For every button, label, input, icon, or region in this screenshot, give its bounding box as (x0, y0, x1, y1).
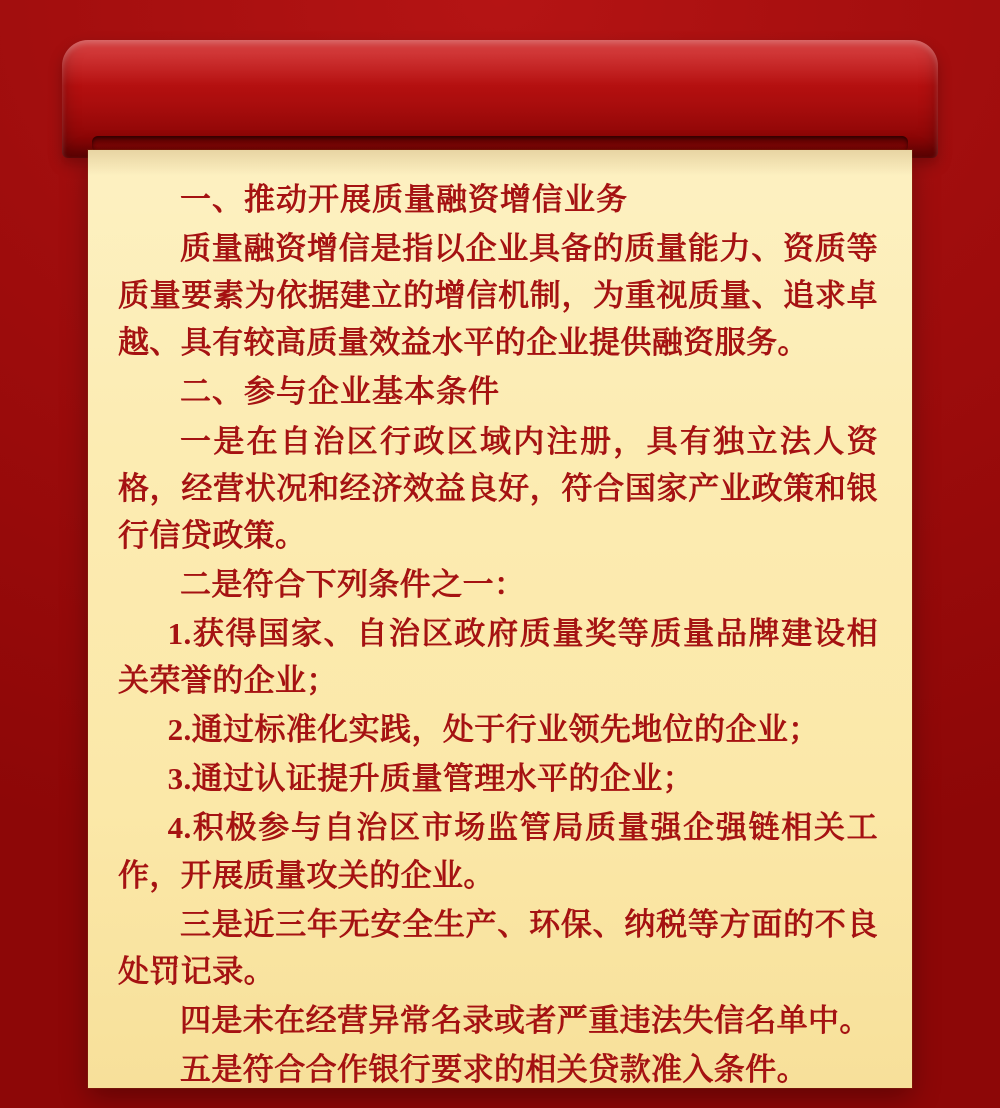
paragraph: 质量融资增信是指以企业具备的质量能力、资质等质量要素为依据建立的增信机制，为重视质量、追求卓越、具有较高质量效益水平的企业提供融资服务。 (118, 231, 878, 361)
section-heading: 二、参与企业基本条件 (180, 374, 500, 410)
list-item: 2.通过标准化实践，处于行业领先地位的企业； (167, 712, 820, 748)
section-heading: 一、推动开展质量融资增信业务 (180, 182, 628, 217)
paragraph: 五是符合合作银行要求的相关贷款准入条件。 (180, 1051, 808, 1087)
document-body (118, 176, 878, 1088)
list-item: 1.获得国家、自治区政府质量奖等质量品牌建设相关荣誉的企业； (118, 615, 878, 699)
paragraph: 二是符合下列条件之一： (180, 566, 526, 602)
paragraph: 四是未在经营异常名录或者严重违法失信名单中。 (180, 1002, 871, 1038)
list-item: 3.通过认证提升质量管理水平的企业； (167, 761, 695, 797)
printer-gloss-highlight (62, 40, 938, 86)
list-item: 4.积极参与自治区市场监管局质量强企强链相关工作，开展质量攻关的企业。 (118, 810, 878, 893)
paragraph: 一是在自治区行政区域内注册，具有独立法人资格，经营状况和经济效益良好，符合国家产业政策和银行信贷政策。 (118, 423, 878, 553)
printed-document-sheet (88, 150, 912, 1088)
paragraph: 三是近三年无安全生产、环保、纳税等方面的不良处罚记录。 (118, 906, 878, 989)
printer-machine-top (62, 40, 938, 158)
